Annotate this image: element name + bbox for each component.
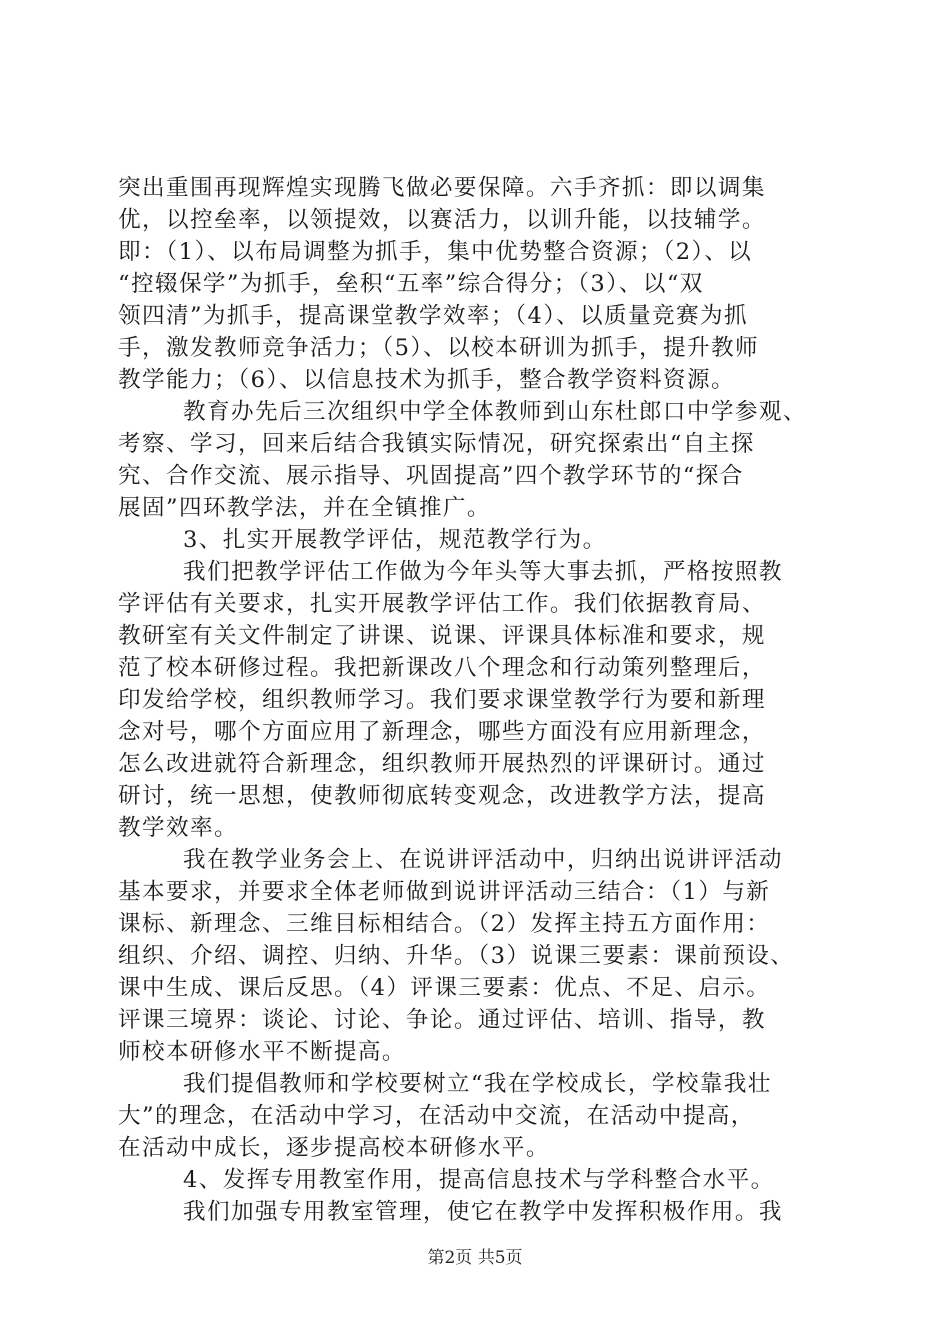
- text-line: 组织、介绍、调控、归纳、升华。（3）说课三要素：课前预设、: [118, 943, 795, 969]
- text-line: 课中生成、课后反思。（4）评课三要素：优点、不足、启示。: [118, 975, 771, 1001]
- text-line: 我们把教学评估工作做为今年头等大事去抓，严格按照教: [183, 559, 783, 585]
- text-line: 优，以控垒率，以领提效，以赛活力，以训升能，以技辅学。: [118, 207, 766, 233]
- page-footer: 第2页 共5页: [427, 1248, 523, 1268]
- text-line: 领四清”为抓手，提高课堂教学效率；（4）、以质量竞赛为抓: [118, 303, 748, 329]
- text-line: 考察、学习，回来后结合我镇实际情况，研究探索出“自主探: [118, 431, 755, 457]
- text-line: 评课三境界：谈论、讨论、争论。通过评估、培训、指导，教: [118, 1007, 766, 1033]
- text-line: 在活动中成长，逐步提高校本研修水平。: [118, 1135, 550, 1161]
- text-line: 我在教学业务会上、在说讲评活动中，归纳出说讲评活动: [183, 847, 783, 873]
- text-line: 教学能力；（6）、以信息技术为抓手，整合教学资料资源。: [118, 367, 736, 393]
- text-line: 展固”四环教学法，并在全镇推广。: [118, 495, 491, 521]
- text-line: 印发给学校，组织教师学习。我们要求课堂教学行为要和新理: [118, 687, 766, 713]
- text-line: 教研室有关文件制定了讲课、说课、评课具体标准和要求，规: [118, 623, 766, 649]
- section-heading: 3、扎实开展教学评估，规范教学行为。: [183, 527, 607, 553]
- section-heading: 4、发挥专用教室作用，提高信息技术与学科整合水平。: [183, 1167, 775, 1193]
- text-line: 课标、新理念、三维目标相结合。（2）发挥主持五方面作用：: [118, 911, 771, 937]
- text-line: “控辍保学”为抓手，垒积“五率”综合得分；（3）、以“双: [118, 271, 704, 297]
- text-line: 我们加强专用教室管理，使它在教学中发挥积极作用。我: [183, 1199, 783, 1225]
- text-line: 研讨，统一思想，使教师彻底转变观念，改进教学方法，提高: [118, 783, 766, 809]
- text-line: 范了校本研修过程。我把新课改八个理念和行动策列整理后，: [118, 655, 766, 681]
- text-line: 我们提倡教师和学校要树立“我在学校成长，学校靠我壮: [183, 1071, 772, 1097]
- text-line: 究、合作交流、展示指导、巩固提高”四个教学环节的“探合: [118, 463, 744, 489]
- text-line: 念对号，哪个方面应用了新理念，哪些方面没有应用新理念，: [118, 719, 766, 745]
- text-line: 突出重围再现辉煌实现腾飞做必要保障。六手齐抓：即以调集: [118, 175, 766, 201]
- text-line: 基本要求，并要求全体老师做到说讲评活动三结合：（1）与新: [118, 879, 771, 905]
- text-line: 手，激发教师竞争活力；（5）、以校本研训为抓手，提升教师: [118, 335, 760, 361]
- text-line: 教学效率。: [118, 815, 238, 841]
- text-line: 教育办先后三次组织中学全体教师到山东杜郎口中学参观、: [183, 399, 807, 425]
- text-line: 师校本研修水平不断提高。: [118, 1039, 406, 1065]
- text-line: 怎么改进就符合新理念，组织教师开展热烈的评课研讨。通过: [118, 751, 766, 777]
- text-line: 学评估有关要求，扎实开展教学评估工作。我们依据教育局、: [118, 591, 766, 617]
- text-line: 大”的理念，在活动中学习，在活动中交流，在活动中提高，: [118, 1103, 755, 1129]
- text-line: 即：（1）、以布局调整为抓手，集中优势整合资源；（2）、以: [118, 239, 753, 265]
